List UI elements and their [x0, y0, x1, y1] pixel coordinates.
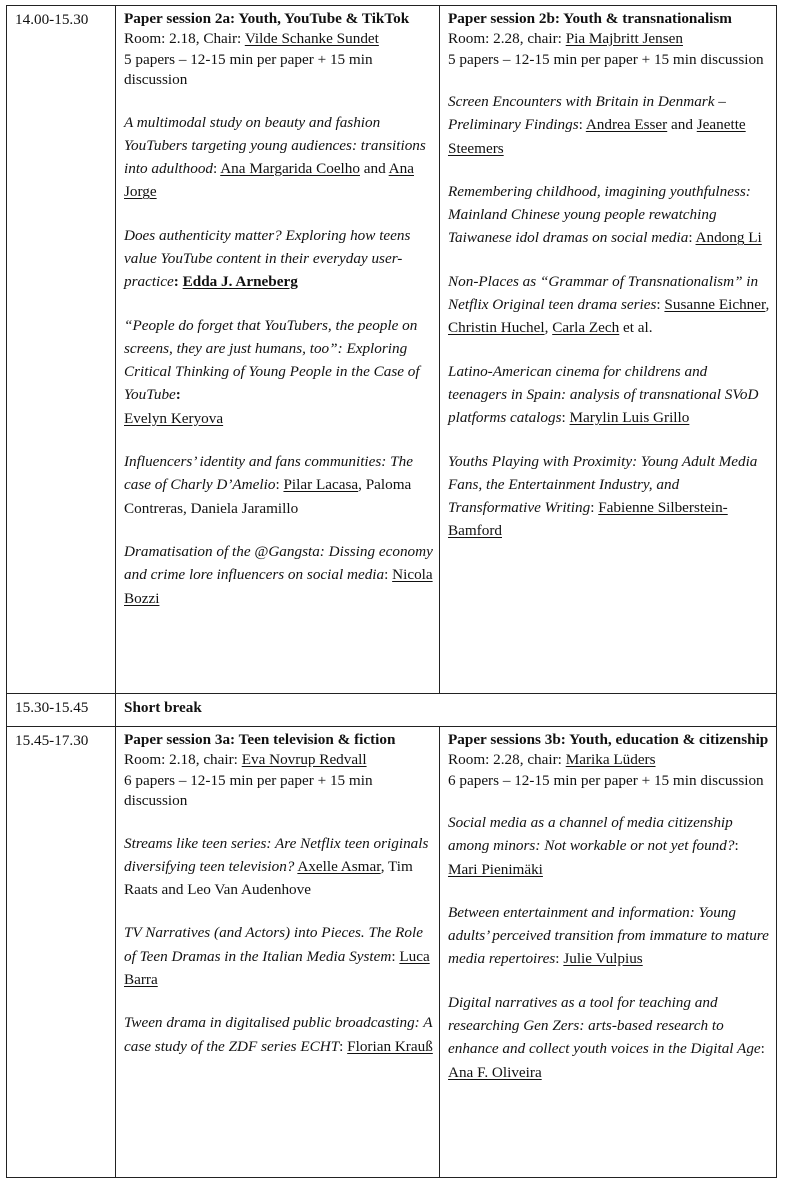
- paper-entry: “People do forget that YouTubers, the people on screens, they are just humans, too”: Exploring Critical Thinking of Young People in the Case of YouTube: Evelyn Keryova: [124, 316, 420, 427]
- paper-title: Social media as a channel of media citizenship among minors: Not workable or not yet found?: [448, 814, 735, 855]
- author-link[interactable]: Ana Margarida Coelho: [220, 160, 360, 178]
- paper-title: A multimodal study on beauty and fashion YouTubers targeting young audiences: transitions into adulthood: [124, 113, 426, 178]
- time-cell: 14.00-15.30: [7, 6, 116, 694]
- author-link[interactable]: Luca Barra: [124, 947, 430, 988]
- session-heading: Paper session 2b: Youth & transnationalism: [448, 10, 732, 27]
- session-format: 5 papers – 12-15 min per paper + 15 min discussion: [448, 50, 764, 68]
- session-format: 6 papers – 12-15 min per paper + 15 min discussion: [124, 771, 373, 809]
- paper-title: Digital narratives as a tool for teaching and researching Gen Zers: arts-based research to enhance and collect youth voices in the Digital Age: [448, 993, 761, 1058]
- paper-entry: Influencers’ identity and fans communities: The case of Charly D’Amelio: Pilar Lacasa, Paloma Contreras, Daniela Jaramillo: [124, 453, 413, 517]
- session-format: 5 papers – 12-15 min per paper + 15 min discussion: [124, 50, 373, 88]
- paper-entry: A multimodal study on beauty and fashion YouTubers targeting young audiences: transitions into adulthood: Ana Margarida Coelho and Ana Jorge: [124, 113, 426, 201]
- paper-title: Youths Playing with Proximity: Young Adult Media Fans, the Entertainment Industry, and Transformative Writing: [448, 452, 758, 517]
- paper-entry: Tween drama in digitalised public broadcasting: A case study of the ZDF series ECHT: Florian Krauß: [124, 1014, 433, 1055]
- paper-title: TV Narratives (and Actors) into Pieces. The Role of Teen Dramas in the Italian Media System: [124, 924, 423, 965]
- author-link[interactable]: Marylin Luis Grillo: [569, 409, 690, 427]
- chair-link[interactable]: Pia Majbritt Jensen: [565, 30, 683, 47]
- chair-link[interactable]: Vilde Schanke Sundet: [244, 30, 379, 47]
- paper-entry: Social media as a channel of media citizenship among minors: Not workable or not yet found?: Mari Pienimäki: [448, 814, 739, 878]
- programme-table: [6, 5, 777, 1178]
- paper-title: Streams like teen series: Are Netflix teen originals diversifying teen television?: [124, 834, 429, 875]
- time-slot-row: [7, 727, 777, 1178]
- session-format: 6 papers – 12-15 min per paper + 15 min discussion: [448, 771, 764, 789]
- session-heading: Paper session 2a: Youth, YouTube & TikTok: [124, 10, 410, 27]
- chair-link[interactable]: Eva Novrup Redvall: [241, 751, 367, 768]
- chair-link[interactable]: Marika Lüders: [565, 751, 656, 768]
- break-row: [7, 694, 777, 727]
- author-link[interactable]: Christin Huchel: [448, 319, 545, 337]
- author-link[interactable]: Carla Zech: [552, 319, 620, 337]
- author-link[interactable]: Jeanette Steemers: [448, 116, 746, 157]
- author-link[interactable]: Evelyn Keryova: [124, 409, 224, 427]
- session-heading: Paper session 3a: Teen television & fiction: [124, 731, 396, 748]
- session-room: Room: 2.28, chair: Marika Lüders: [448, 751, 656, 768]
- paper-entry: Streams like teen series: Are Netflix teen originals diversifying teen television? Axelle Asmar, Tim Raats and Leo Van Audenhove: [124, 834, 429, 899]
- author-link[interactable]: Andong Li: [695, 229, 762, 247]
- author-link[interactable]: Axelle Asmar: [297, 857, 381, 875]
- author-link[interactable]: Susanne Eichner: [664, 296, 766, 314]
- session-room: Room: 2.28, chair: Pia Majbritt Jensen: [448, 30, 683, 47]
- author-link[interactable]: Mari Pienimäki: [448, 860, 543, 878]
- paper-entry: Latino-American cinema for childrens and teenagers in Spain: analysis of transnational SVoD platforms catalogs: Marylin Luis Grillo: [448, 362, 759, 427]
- session-cell: [440, 6, 777, 694]
- paper-entry: Does authenticity matter? Exploring how teens value YouTube content in their everyday user-practice: Edda J. Arneberg: [124, 226, 411, 291]
- author-link[interactable]: Ana F. Oliveira: [448, 1063, 542, 1081]
- paper-entry: Remembering childhood, imagining youthfulness: Mainland Chinese young people rewatching Taiwanese idol dramas on social media: Andong Li: [448, 182, 762, 247]
- session-cell: [116, 6, 440, 694]
- author-link[interactable]: Fabienne Silberstein-Bamford: [448, 499, 728, 540]
- paper-entry: Youths Playing with Proximity: Young Adult Media Fans, the Entertainment Industry, and Transformative Writing: Fabienne Silberstein-Bamford: [448, 452, 758, 540]
- session-room: Room: 2.18, chair: Eva Novrup Redvall: [124, 751, 367, 768]
- paper-entry: Non-Places as “Grammar of Transnationalism” in Netflix Original teen drama series: Susanne Eichner, Christin Huchel, Carla Zech et al.: [448, 272, 770, 337]
- session-cell: [440, 727, 777, 1178]
- paper-title: Tween drama in digitalised public broadcasting: A case study of the ZDF series ECHT: [124, 1014, 433, 1055]
- author-link[interactable]: Florian Krauß: [347, 1037, 433, 1055]
- paper-title: “People do forget that YouTubers, the people on screens, they are just humans, too”: Exploring Critical Thinking of Young People in the Case of YouTube: [124, 316, 420, 404]
- paper-title: Non-Places as “Grammar of Transnationalism” in Netflix Original teen drama series: [448, 272, 759, 314]
- paper-title: Screen Encounters with Britain in Denmark – Preliminary Findings: [448, 93, 726, 134]
- paper-title: Between entertainment and information: Young adults’ perceived transition from immature to mature media repertoires: [448, 903, 769, 968]
- paper-title: Does authenticity matter? Exploring how teens value YouTube content in their everyday user-practice: [124, 226, 411, 291]
- paper-title: Latino-American cinema for childrens and teenagers in Spain: analysis of transnational SVoD platforms catalogs: [448, 362, 759, 427]
- break-label: Short break: [116, 694, 777, 727]
- paper-entry: Between entertainment and information: Young adults’ perceived transition from immature to mature media repertoires: Julie Vulpius: [448, 903, 769, 968]
- paper-title: Influencers’ identity and fans communities: The case of Charly D’Amelio: [124, 453, 413, 494]
- author-link[interactable]: Pilar Lacasa: [283, 476, 359, 494]
- session-heading: Paper sessions 3b: Youth, education & citizenship: [448, 731, 769, 748]
- session-cell: [116, 727, 440, 1178]
- time-cell: 15.45-17.30: [7, 727, 116, 1178]
- paper-entry: Digital narratives as a tool for teaching and researching Gen Zers: arts-based research to enhance and collect youth voices in the Digital Age: Ana F. Oliveira: [448, 993, 765, 1081]
- time-slot-row: [7, 6, 777, 694]
- paper-title: Remembering childhood, imagining youthfulness: Mainland Chinese young people rewatching Taiwanese idol dramas on social media: [448, 182, 751, 247]
- author-link[interactable]: Edda J. Arneberg: [182, 273, 298, 291]
- paper-entry: Dramatisation of the @Gangsta: Dissing economy and crime lore influencers on social media: Nicola Bozzi: [124, 542, 433, 607]
- author-link[interactable]: Nicola Bozzi: [124, 566, 433, 607]
- paper-entry: TV Narratives (and Actors) into Pieces. The Role of Teen Dramas in the Italian Media System: Luca Barra: [124, 924, 430, 988]
- paper-entry: Screen Encounters with Britain in Denmark – Preliminary Findings: Andrea Esser and Jeanette Steemers: [448, 93, 746, 157]
- author-link[interactable]: Andrea Esser: [585, 116, 668, 134]
- paper-title: Dramatisation of the @Gangsta: Dissing economy and crime lore influencers on social media: [124, 542, 433, 584]
- time-cell: 15.30-15.45: [7, 694, 116, 727]
- session-room: Room: 2.18, Chair: Vilde Schanke Sundet: [124, 30, 379, 47]
- author-link[interactable]: Julie Vulpius: [563, 950, 643, 968]
- author-link[interactable]: Ana Jorge: [124, 160, 414, 201]
